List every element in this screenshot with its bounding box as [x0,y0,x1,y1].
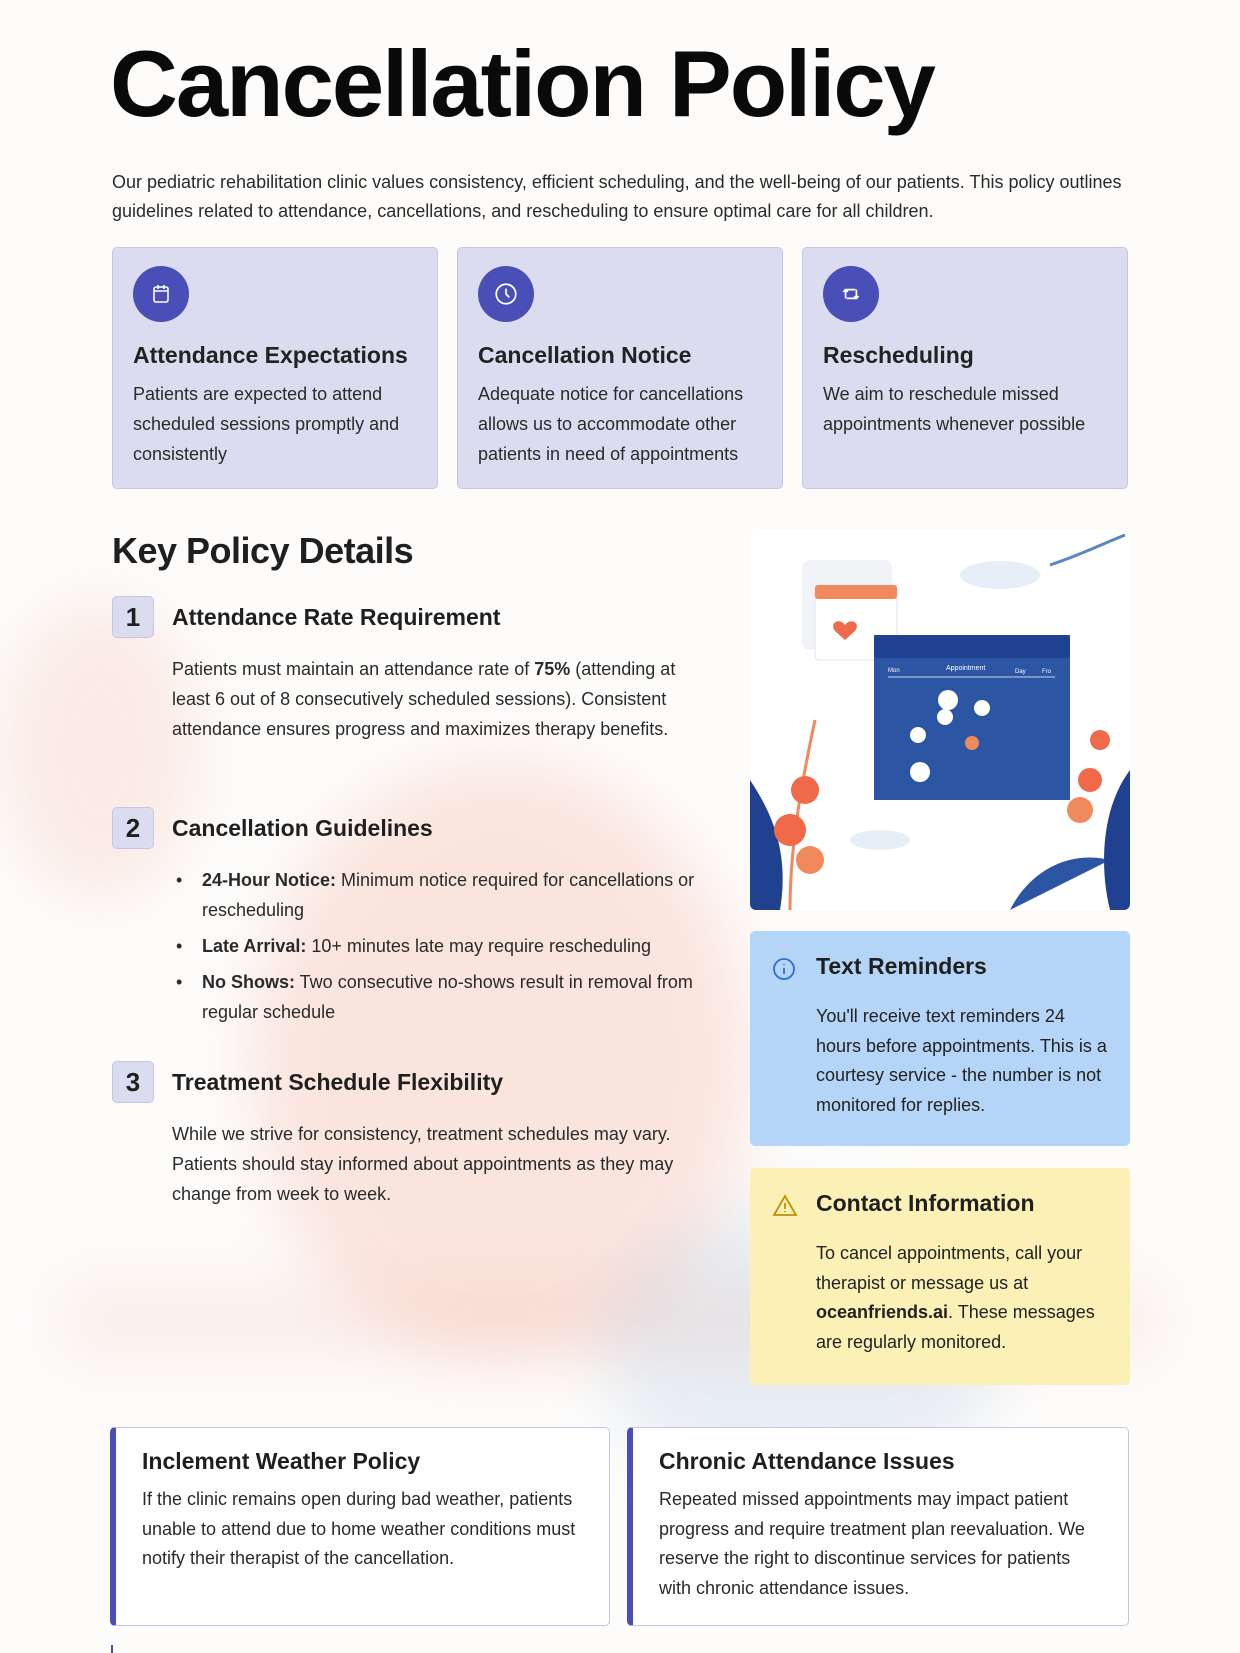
intro-text: Our pediatric rehabilitation clinic values consistency, efficient scheduling, and the well-being of our patients. This policy outlines guidelines related to attendance, cancellations, and rescheduling to ensure optimal care for all children. [112,172,1122,221]
next-card-edge [111,1645,113,1653]
item-number: 1 [112,596,154,638]
item-title: Cancellation Guidelines [172,815,433,841]
contact-information-callout [750,1168,1130,1385]
card-cancellation-notice [457,247,783,489]
info-icon [772,957,796,986]
card-title: Chronic Attendance Issues [659,1448,955,1474]
card-rescheduling [802,247,1128,489]
list-item: • Late Arrival: 10+ minutes late may require rescheduling [172,931,712,961]
item-text: Patients must maintain an attendance rate of 75% (attending at least 6 out of 8 consecutively scheduled sessions). Consistent attendance ensures progress and maximizes therapy benefits. [172,659,676,739]
callout-title: Text Reminders [816,953,987,979]
card-title: Rescheduling [823,342,974,368]
key-policy-heading: Key Policy Details [112,530,414,571]
repeat-icon [823,266,879,322]
day-label-fro: Fro [1042,669,1051,675]
callout-text: To cancel appointments, call your therapist or message us at oceanfriends.ai. These messages are regularly monitored. [816,1243,1095,1352]
item-number: 3 [112,1061,154,1103]
item-title: Treatment Schedule Flexibility [172,1069,504,1095]
inclement-weather-card [110,1427,610,1626]
card-text: Adequate notice for cancellations allows us to accommodate other patients in need of appointments [478,384,744,464]
policy-item-cancellation-guidelines [112,807,712,1033]
card-text: Patients are expected to attend scheduled sessions promptly and consistently [133,384,400,464]
page-title: Cancellation Policy [110,31,934,136]
calendar-icon [133,266,189,322]
policy-item-schedule-flexibility [112,1061,712,1209]
card-title: Attendance Expectations [133,342,408,368]
warning-icon [772,1194,798,1223]
calendar-illustration [750,530,1130,910]
card-attendance-expectations [112,247,438,489]
guideline-list [172,865,712,1027]
item-number: 2 [112,807,154,849]
text-reminders-callout [750,931,1130,1146]
card-text: If the clinic remains open during bad weather, patients unable to attend due to home weather conditions must notify their therapist of the cancellation. [142,1489,576,1568]
card-title: Cancellation Notice [478,342,692,368]
callout-text: You'll receive text reminders 24 hours before appointments. This is a courtesy service - the number is not monitored for replies. [816,1006,1107,1115]
list-item: • No Shows: Two consecutive no-shows result in removal from regular schedule [172,967,712,1027]
item-title: Attendance Rate Requirement [172,604,501,630]
card-text: Repeated missed appointments may impact patient progress and require treatment plan reevaluation. We reserve the right to discontinue services for patients with chronic attendance issues. [659,1489,1085,1598]
item-text: While we strive for consistency, treatment schedules may vary. Patients should stay informed about appointments as they may change from week to week. [172,1124,674,1204]
list-item: • 24-Hour Notice: Minimum notice required for cancellations or rescheduling [172,865,712,925]
calendar-header: Appointment [946,665,986,672]
policy-item-attendance-rate [112,596,712,744]
chronic-attendance-card [627,1427,1129,1626]
clock-icon [478,266,534,322]
card-text: We aim to reschedule missed appointments whenever possible [823,384,1086,434]
callout-title: Contact Information [816,1190,1035,1216]
day-label-mon: Mon [888,668,900,674]
contact-link[interactable]: oceanfriends.ai [816,1302,949,1322]
day-label-day: Day [1015,669,1026,675]
card-title: Inclement Weather Policy [142,1448,421,1474]
